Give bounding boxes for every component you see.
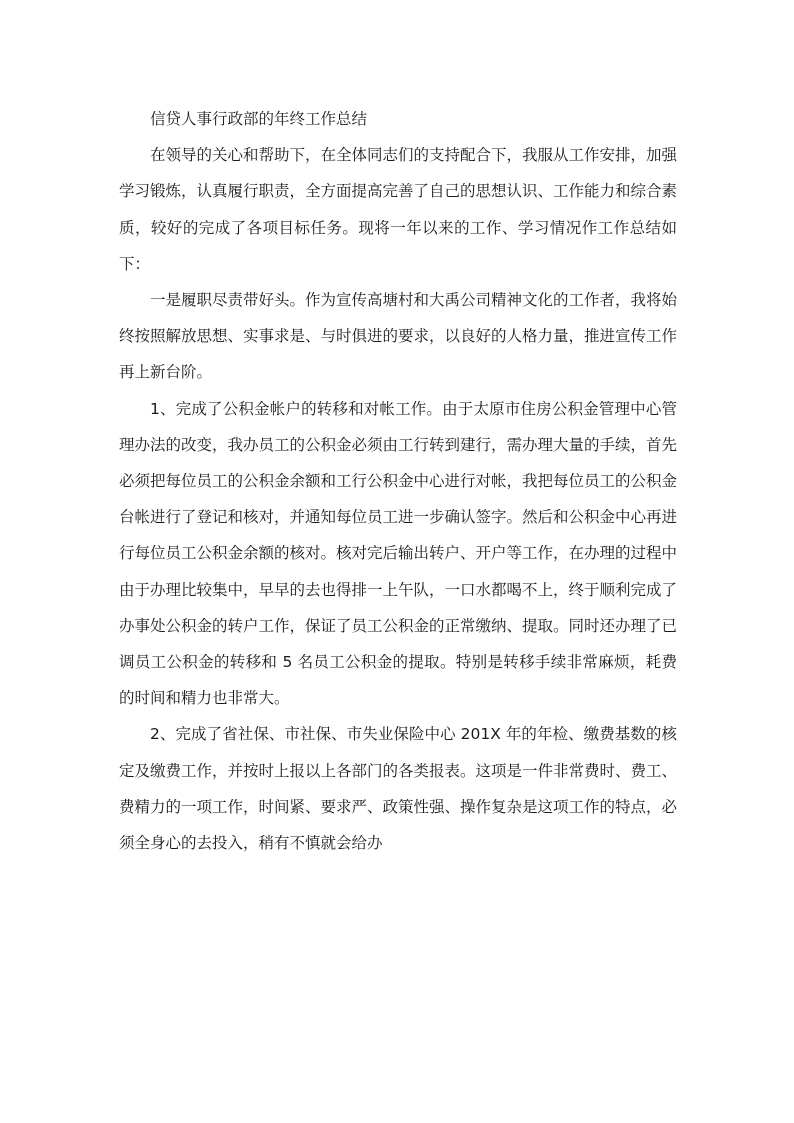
paragraph-item-2: 2、完成了省社保、市社保、市失业保险中心 201X 年的年检、缴费基数的核定及缴费工作，并按时上报以上各部门的各类报表。这项是一件非常费时、费工、费精力的一项工作，时间紧、要求严、政策性强、操作复杂是这项工作的特点，必须全身心的去投入，稍有不慎就会给办	[119, 725, 678, 853]
paragraph-point-one: 一是履职尽责带好头。作为宣传高塘村和大禹公司精神文化的工作者，我将始终按照解放思想、实事求是、与时俱进的要求，以良好的人格力量，推进宣传工作再上新台阶。	[119, 291, 678, 382]
document-body	[119, 101, 677, 861]
document-title: 信贷人事行政部的年终工作总结	[150, 110, 368, 128]
paragraph-item-1: 1、完成了公积金帐户的转移和对帐工作。由于太原市住房公积金管理中心管理办法的改变，我办员工的公积金必须由工行转到建行，需办理大量的手续，首先必须把每位员工的公积金余额和工行公积金中心进行对帐，我把每位员工的公积金台帐进行了登记和核对，并通知每位员工进一步确认签字。然后和公积金中心再进行每位员工公积金余额的核对。核对完后输出转户、开户等工作，在办理的过程中由于办理比较集中，早早的去也得排一上午队，一口水都喝不上，终于顺利完成了办事处公积金的转户工作，保证了员工公积金的正常缴纳、提取。同时还办理了已调员工公积金的转移和 5 名员工公积金的提取。特别是转移手续非常麻烦，耗费的时间和精力也非常大。	[119, 399, 678, 708]
paragraph-intro: 在领导的关心和帮助下，在全体同志们的支持配合下，我服从工作安排，加强学习锻炼，认真履行职责，全方面提高完善了自己的思想认识、工作能力和综合素质，较好的完成了各项目标任务。现将一年以来的工作、学习情况作工作总结如下：	[119, 146, 678, 273]
